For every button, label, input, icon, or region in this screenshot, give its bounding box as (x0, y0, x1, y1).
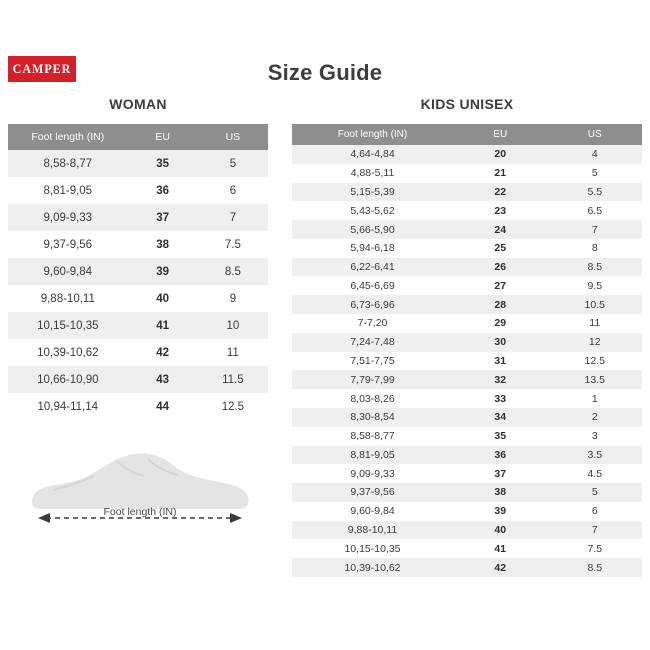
table-row (292, 295, 642, 314)
cell-eu: 28 (453, 295, 548, 314)
cell-us: 7 (548, 521, 643, 540)
cell-us: 6.5 (548, 201, 643, 220)
cell-us: 11 (548, 314, 643, 333)
cell-eu: 20 (453, 145, 548, 164)
cell-us: 8 (548, 239, 643, 258)
cell-us: 4 (548, 145, 643, 164)
cell-eu: 35 (128, 150, 198, 177)
cell-us: 7.5 (548, 539, 643, 558)
table-row (292, 314, 642, 333)
cell-foot-length: 10,94-11,14 (8, 393, 128, 420)
cell-foot-length: 5,15-5,39 (292, 183, 453, 202)
cell-eu: 42 (453, 558, 548, 577)
cell-foot-length: 8,81-9,05 (292, 446, 453, 465)
cell-foot-length: 5,94-6,18 (292, 239, 453, 258)
column-header-foot-length: Foot length (IN) (8, 124, 128, 150)
cell-foot-length: 10,39-10,62 (8, 339, 128, 366)
table-row (292, 446, 642, 465)
cell-eu: 39 (453, 502, 548, 521)
cell-eu: 43 (128, 366, 198, 393)
cell-eu: 31 (453, 352, 548, 371)
cell-foot-length: 8,58-8,77 (8, 150, 128, 177)
table-row (292, 521, 642, 540)
cell-foot-length: 6,73-6,96 (292, 295, 453, 314)
cell-us: 10 (198, 312, 268, 339)
column-header-us: US (198, 124, 268, 150)
cell-us: 5 (548, 164, 643, 183)
woman-section-title: WOMAN (109, 96, 167, 112)
cell-foot-length: 10,66-10,90 (8, 366, 128, 393)
table-row (292, 539, 642, 558)
cell-us: 12.5 (548, 352, 643, 371)
cell-eu: 27 (453, 276, 548, 295)
cell-foot-length: 9,88-10,11 (8, 285, 128, 312)
table-row (292, 201, 642, 220)
table-row (292, 483, 642, 502)
table-row (292, 464, 642, 483)
cell-us: 12 (548, 333, 643, 352)
page-title: Size Guide (267, 60, 383, 85)
cell-foot-length: 4,64-4,84 (292, 145, 453, 164)
kids-section (292, 96, 642, 577)
column-header-eu: EU (128, 124, 198, 150)
cell-eu: 44 (128, 393, 198, 420)
table-row (292, 502, 642, 521)
cell-foot-length: 10,39-10,62 (292, 558, 453, 577)
cell-us: 1 (548, 389, 643, 408)
table-row (292, 333, 642, 352)
table-header-row (292, 124, 642, 145)
woman-section (8, 96, 268, 420)
table-row (8, 258, 268, 285)
cell-us: 3 (548, 427, 643, 446)
cell-eu: 36 (128, 177, 198, 204)
cell-foot-length: 10,15-10,35 (292, 539, 453, 558)
cell-foot-length: 9,09-9,33 (292, 464, 453, 483)
cell-us: 12.5 (198, 393, 268, 420)
cell-eu: 24 (453, 220, 548, 239)
cell-eu: 40 (128, 285, 198, 312)
cell-eu: 38 (453, 483, 548, 502)
column-header-eu: EU (453, 124, 548, 145)
foot-length-illustration (20, 440, 260, 550)
table-row (8, 393, 268, 420)
cell-eu: 30 (453, 333, 548, 352)
cell-eu: 26 (453, 258, 548, 277)
cell-us: 7.5 (198, 231, 268, 258)
cell-us: 9 (198, 285, 268, 312)
cell-eu: 32 (453, 370, 548, 389)
table-row (292, 145, 642, 164)
cell-eu: 41 (128, 312, 198, 339)
cell-eu: 41 (453, 539, 548, 558)
cell-us: 4.5 (548, 464, 643, 483)
kids-section-title: KIDS UNISEX (420, 96, 514, 112)
cell-eu: 36 (453, 446, 548, 465)
table-row (8, 339, 268, 366)
table-row (8, 312, 268, 339)
table-row (292, 258, 642, 277)
cell-us: 7 (198, 204, 268, 231)
cell-us: 5 (548, 483, 643, 502)
cell-eu: 37 (128, 204, 198, 231)
table-row (292, 220, 642, 239)
column-header-us: US (548, 124, 643, 145)
cell-eu: 35 (453, 427, 548, 446)
table-row (292, 239, 642, 258)
cell-foot-length: 7-7,20 (292, 314, 453, 333)
table-row (8, 204, 268, 231)
cell-foot-length: 5,66-5,90 (292, 220, 453, 239)
cell-foot-length: 10,15-10,35 (8, 312, 128, 339)
table-row (8, 285, 268, 312)
cell-foot-length: 5,43-5,62 (292, 201, 453, 220)
cell-eu: 34 (453, 408, 548, 427)
cell-us: 7 (548, 220, 643, 239)
cell-eu: 22 (453, 183, 548, 202)
shoe-icon (20, 440, 260, 550)
cell-eu: 37 (453, 464, 548, 483)
table-row (292, 164, 642, 183)
column-header-foot-length: Foot length (IN) (292, 124, 453, 145)
table-row (8, 366, 268, 393)
table-row (292, 558, 642, 577)
cell-us: 5.5 (548, 183, 643, 202)
cell-foot-length: 8,03-8,26 (292, 389, 453, 408)
cell-foot-length: 9,09-9,33 (8, 204, 128, 231)
cell-foot-length: 7,24-7,48 (292, 333, 453, 352)
cell-foot-length: 9,60-9,84 (292, 502, 453, 521)
cell-eu: 23 (453, 201, 548, 220)
cell-eu: 33 (453, 389, 548, 408)
cell-us: 6 (548, 502, 643, 521)
cell-us: 8.5 (548, 258, 643, 277)
table-header-row (8, 124, 268, 150)
cell-foot-length: 7,79-7,99 (292, 370, 453, 389)
table-row (292, 389, 642, 408)
woman-size-table (8, 124, 268, 420)
cell-us: 9.5 (548, 276, 643, 295)
cell-us: 5 (198, 150, 268, 177)
cell-us: 3.5 (548, 446, 643, 465)
table-row (8, 231, 268, 258)
cell-eu: 39 (128, 258, 198, 285)
brand-name: CAMPER (12, 61, 72, 76)
cell-foot-length: 7,51-7,75 (292, 352, 453, 371)
table-row (292, 276, 642, 295)
cell-foot-length: 9,37-9,56 (292, 483, 453, 502)
cell-us: 6 (198, 177, 268, 204)
cell-us: 11 (198, 339, 268, 366)
cell-eu: 38 (128, 231, 198, 258)
cell-foot-length: 9,37-9,56 (8, 231, 128, 258)
cell-foot-length: 9,88-10,11 (292, 521, 453, 540)
cell-us: 13.5 (548, 370, 643, 389)
cell-foot-length: 9,60-9,84 (8, 258, 128, 285)
cell-us: 11.5 (198, 366, 268, 393)
table-row (292, 183, 642, 202)
cell-foot-length: 8,30-8,54 (292, 408, 453, 427)
cell-eu: 25 (453, 239, 548, 258)
cell-foot-length: 4,88-5,11 (292, 164, 453, 183)
table-row (8, 150, 268, 177)
foot-length-caption: Foot length (IN) (103, 506, 177, 518)
table-row (8, 177, 268, 204)
cell-us: 2 (548, 408, 643, 427)
table-row (292, 352, 642, 371)
cell-foot-length: 8,58-8,77 (292, 427, 453, 446)
cell-us: 10.5 (548, 295, 643, 314)
cell-foot-length: 6,45-6,69 (292, 276, 453, 295)
cell-eu: 21 (453, 164, 548, 183)
cell-eu: 40 (453, 521, 548, 540)
table-row (292, 427, 642, 446)
cell-eu: 29 (453, 314, 548, 333)
cell-foot-length: 8,81-9,05 (8, 177, 128, 204)
kids-size-table (292, 124, 642, 577)
cell-foot-length: 6,22-6,41 (292, 258, 453, 277)
cell-us: 8.5 (198, 258, 268, 285)
cell-eu: 42 (128, 339, 198, 366)
table-row (292, 370, 642, 389)
table-row (292, 408, 642, 427)
cell-us: 8.5 (548, 558, 643, 577)
